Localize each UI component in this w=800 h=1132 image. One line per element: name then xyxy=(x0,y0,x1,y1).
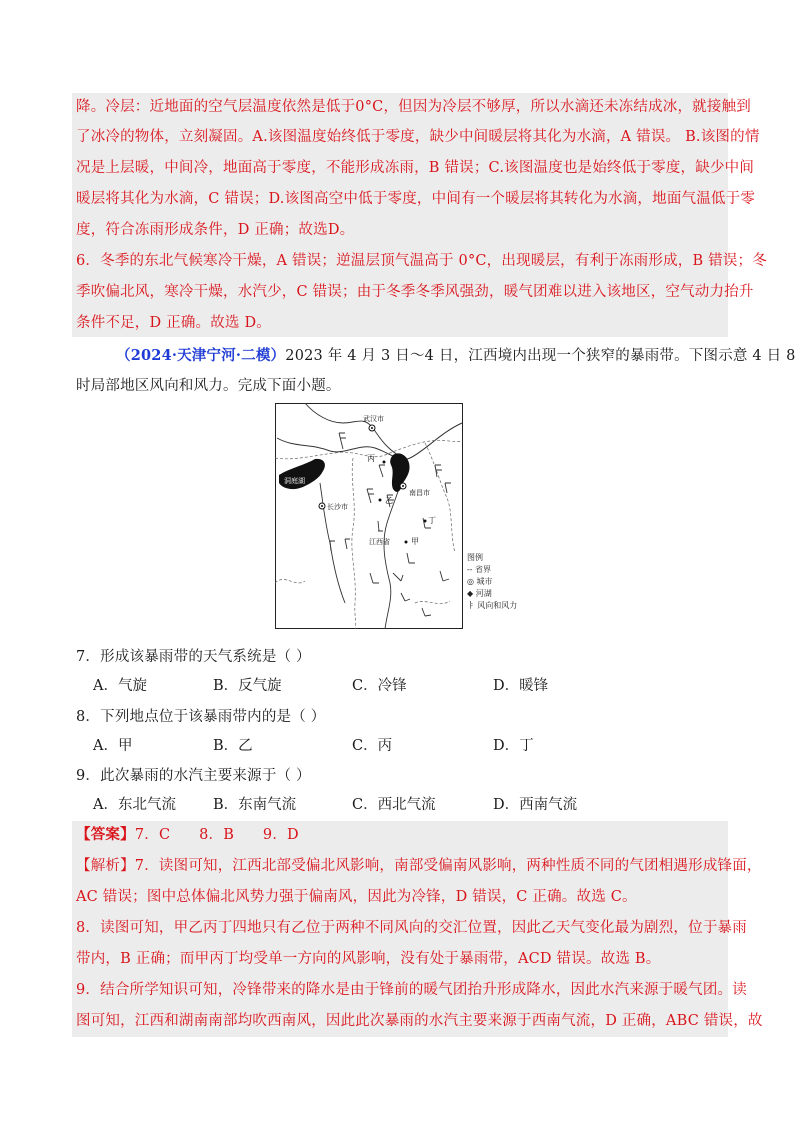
dash-icon: -- xyxy=(467,565,475,574)
label-poyang: 鄱阳湖 xyxy=(409,475,430,482)
lake-icon: ◆ xyxy=(467,589,476,598)
label-ding: 丁 xyxy=(428,516,436,525)
explanation-line: 度，符合冻雨形成条件，D 正确；故选D。 xyxy=(76,222,355,238)
question-8-option-d[interactable]: D．丁 xyxy=(493,738,534,754)
question-8-stem: 8．下列地点位于该暴雨带内的是（ ） xyxy=(76,709,326,725)
analysis-line: 9．结合所学知识可知，冷锋带来的降水是由于锋前的暖气团抬升形成降水，因此水汽来源于暖气团。读 xyxy=(76,982,747,998)
question-7-option-a[interactable]: A．气旋 xyxy=(93,678,147,694)
source-tag: （2024·天津宁河·二模） xyxy=(116,347,286,364)
answer-line xyxy=(76,825,726,845)
question-8-option-b[interactable]: B．乙 xyxy=(213,738,253,754)
label-wuhan: 武汉市 xyxy=(363,416,384,423)
analysis-line: 带内，B 正确；而甲丙丁均受单一方向的风影响，没有处于暴雨带，ACD 错误。故选 B。 xyxy=(76,951,661,967)
analysis-line: 8．读图可知，甲乙丙丁四地只有乙位于两种不同风向的交汇位置，因此乙天气变化最为剧烈，位于暴雨 xyxy=(76,920,747,936)
label-dongting: 洞庭湖 xyxy=(284,478,305,485)
question-8-option-c[interactable]: C．丙 xyxy=(352,738,393,754)
label-yi: 乙 xyxy=(385,496,393,505)
question-9-option-b[interactable]: B．东南气流 xyxy=(213,797,297,813)
explanation-line: 6．冬季的东北气候寒冷干燥，A 错误；逆温层顶气温高于 0°C，出现暖层，有利于冻雨形成，B 错误；冬 xyxy=(76,253,767,269)
explanation-line: 暖层将其化为水滴，C 错误；D.该图高空中低于零度，中间有一个暖层将其转化为水滴，地面气温低于零 xyxy=(76,191,756,207)
question-9-stem: 9．此次暴雨的水汽主要来源于（ ） xyxy=(76,768,311,784)
wind-barb-icon: ㅑ xyxy=(467,601,478,610)
city-icon: ◎ xyxy=(467,577,477,586)
answer-text: 7．C 8．B 9．D xyxy=(134,827,299,843)
map-legend xyxy=(467,552,547,612)
explanation-line: 了冰冷的物体，立刻凝固。A.该图温度始终低于零度，缺少中间暖层将其化为水滴，A 错误。 B.该图的情 xyxy=(76,129,760,145)
analysis-line: AC 错误；图中总体偏北风势力强于偏南风，因此为冷锋，D 错误，C 正确。故选 C。 xyxy=(76,889,637,905)
answer-label: 【答案】 xyxy=(76,826,135,843)
intro-line-2: 时局部地区风向和风力。完成下面小题。 xyxy=(76,378,341,394)
point-yi-dot xyxy=(379,499,382,502)
label-bing: 丙 xyxy=(367,454,375,463)
legend-item-border: -- 省界 xyxy=(467,565,491,574)
explanation-line: 季吹偏北风，寒冷干燥，水汽少，C 错误；由于冬季冬季风强劲，暖气团难以进入该地区，空气动力抬升 xyxy=(76,284,754,300)
legend-title: 图例 xyxy=(467,553,483,562)
label-changsha: 长沙市 xyxy=(327,504,348,511)
analysis-line: 【解析】7．读图可知，江西北部受偏北风影响，南部受偏南风影响，两种性质不同的气团相遇形成锋面， xyxy=(76,858,762,874)
point-jia-dot xyxy=(405,541,408,544)
question-9-option-d[interactable]: D．西南气流 xyxy=(493,797,578,813)
label-nanchang: 南昌市 xyxy=(409,490,430,497)
question-7-option-d[interactable]: D．暖锋 xyxy=(493,678,549,694)
explanation-line: 况是上层暖，中间冷，地面高于零度，不能形成冻雨，B 错误；C.该图温度也是始终低于零度，缺少中间 xyxy=(76,160,755,176)
point-bing-dot xyxy=(383,461,386,464)
explanation-line: 降。冷层：近地面的空气层温度依然是低于0°C，但因为冷层不够厚，所以水滴还未冻结成冰，就接触到 xyxy=(76,99,751,115)
intro-line-1: 2023 年 4 月 3 日～4 日，江西境内出现一个狭窄的暴雨带。下图示意 4 日 8 xyxy=(285,348,796,364)
explanation-line: 条件不足，D 正确。故选 D。 xyxy=(76,315,271,331)
question-7-option-b[interactable]: B．反气旋 xyxy=(213,678,282,694)
question-9-option-a[interactable]: A．东北气流 xyxy=(93,797,176,813)
legend-item-lake: ◆ 河湖 xyxy=(467,589,492,598)
question-7-stem: 7．形成该暴雨带的天气系统是（ ） xyxy=(76,649,311,665)
question-intro xyxy=(116,346,796,366)
analysis-line: 图可知，江西和湖南南部均吹西南风，因此此次暴雨的水汽主要来源于西南气流，D 正确，ABC 错误，故 xyxy=(76,1013,763,1029)
label-jiangxi: 江西省 xyxy=(369,539,390,546)
question-9-option-c[interactable]: C．西北气流 xyxy=(352,797,436,813)
legend-item-wind: ㅑ 风向和风力 xyxy=(467,601,518,610)
label-jia: 甲 xyxy=(411,537,419,546)
question-7-option-c[interactable]: C．冷锋 xyxy=(352,678,407,694)
question-8-option-a[interactable]: A．甲 xyxy=(93,738,133,754)
wind-map xyxy=(275,403,463,629)
legend-item-city: ◎ 城市 xyxy=(467,577,493,586)
